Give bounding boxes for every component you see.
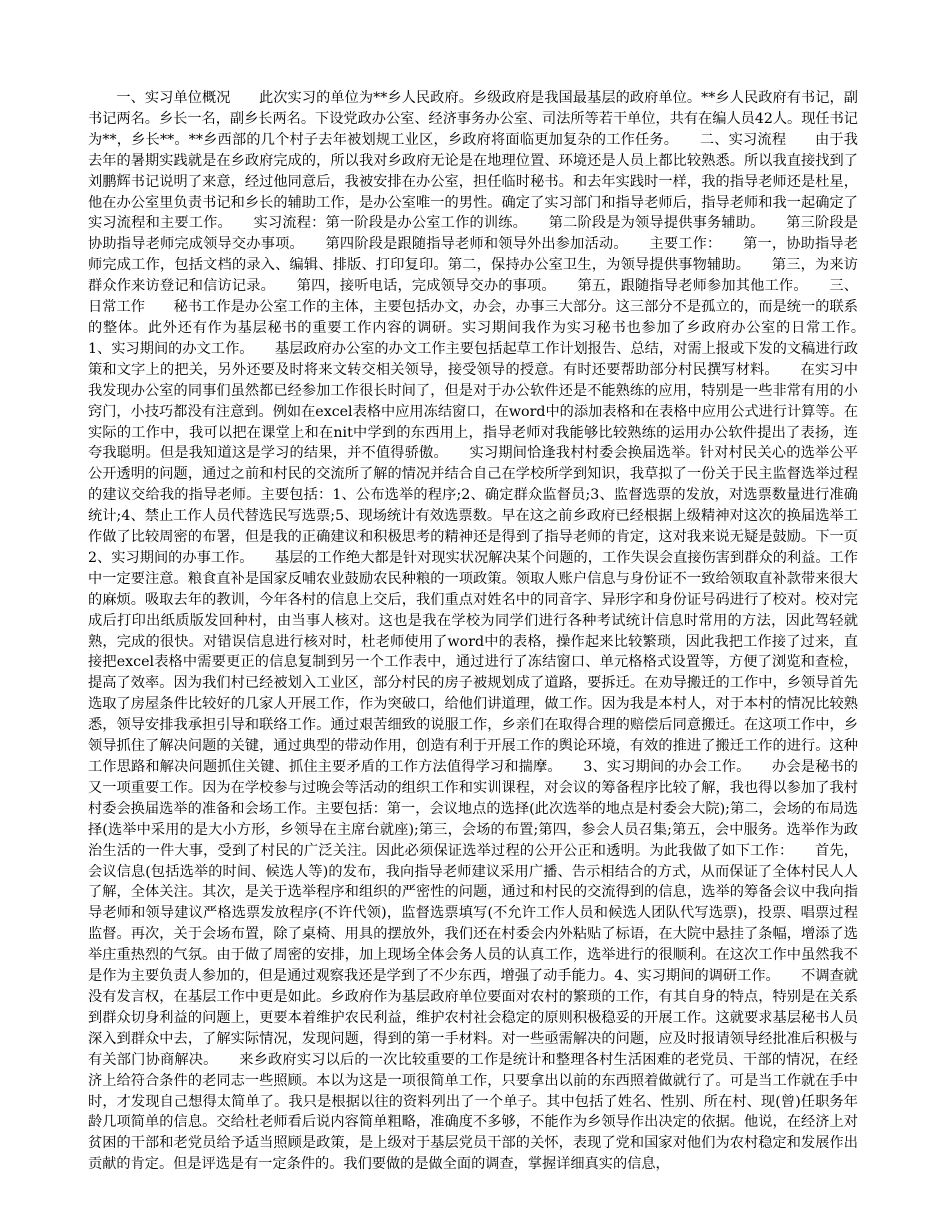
section-process: 二、实习流程 由于我去年的暑期实践就是在乡政府完成的，所以我对乡政府无论是在地理位置、环境还是人员上都比较熟悉。所以我直接找到了刘鹏辉书记说明了来意，经过他同意后，我被安排在办公室，担任临时秘书。和去年实践时一样，我的指导老师还是杜星，他在办公室里负责书记和乡长的辅助工作，是办公室唯一的男性。确定了实习部门和指导老师后，指导老师和我一起确定了实习流程和主要工作。 xyxy=(88,131,858,232)
body-paragraph xyxy=(88,88,887,1175)
section-daily-work-documents: 三、日常工作 秘书工作是办公室工作的主体，主要包括办文，办会，办事三大部分。这三部分不是孤立的，而是统一的联系的整体。此外还有作为基层秘书的重要工作内容的调研。实习期间我作为实习秘书也参加了乡政府办公室的日常工作。 1、实习期间的办文工作。 基层政府办公室的办文工作主要包括起草工作计划报告、总结，对需上报或下发的文稿进行政策和文字上的把关，另外还要及时将来文转交相关领导，接受领导的授意。有时还要帮助部分村民撰写材料。 在实习中我发现办公室的同事们虽然都已经参加工作很长时间了，但是对于办公软件还是不能熟练的应用，特别是一些非常有用的小窍门，小技巧都没有注意到。例如在excel表格中应用冻结窗口，在word中的添加表格和在表格中应用公式进行计算等。在实际的工作中，我可以把在课堂上和在nit中学到的东西用上，指导老师对我能够比较熟练的运用办公软件提出了表扬，连夸我聪明。但是我知道这是学习的结果，并不值得骄傲。 实习期间恰逢我村村委会换届选举。针对村民关心的选举公平公开透明的问题，通过之前和村民的交流所了解的情况并结合自己在学校所学到知识，我草拟了一份关于民主监督选举过程的建议交给我的指导老师。主要包括：1、公布选举的程序;2、确定群众监督员;3、监督选票的发放，对选票数量进行准确统计;4、禁止工作人员代替选民写选票;5、现场统计有效选票数。早在这之前乡政府已经根据上级精神对这次的换届选举工作做了比较周密的布署，但是我的正确建议和积极思考的精神还是得到了指导老师的肯定，这对我来说无疑是鼓励。下一页 xyxy=(88,278,887,546)
section-flow: 实习流程：第一阶段是办公室工作的训练。 第二阶段是为领导提供事务辅助。 第三阶段是协助指导老师完成领导交办事项。 第四阶段是跟随指导老师和领导外出参加活动。 xyxy=(88,215,858,253)
section-daily-work-meetings: 3、实习期间的办会工作。 办会是秘书的又一项重要工作。因为在学校参与过晚会等活动的组织工作和实训课程，对会议的筹备程序比较了解，我也得以参加了我村村委会换届选举的准备和会场工作。主要包括：第一，会议地点的选择(此次选举的地点是村委会大院);第二，会场的布局选择(选举中采用的是大小方形，乡领导在主席台就座);第三，会场的布置;第四，参会人员召集;第五，会中服务。选举作为政治生活的一件大事，受到了村民的广泛关注。因此必须保证选举过程的公开公正和透明。为此我做了如下工作： 首先，会议信息(包括选举的时间、候选人等)的发布，我向指导老师建议采用广播、告示相结合的方式，从而保证了全体村民人人了解，全体关注。其次，是关于选举程序和组织的严密性的问题，通过和村民的交流得到的信息，选举的筹备会议中我向指导老师和领导建议严格选票发放程序(不许代领)，监督选票填写(不允许工作人员和候选人团队代写选票)，投票、唱票过程监督。再次，关于会场布置，除了桌椅、用具的摆放外，我们还在村委会内外粘贴了标语，在大院中悬挂了条幅，增添了选举庄重热烈的气氛。由于做了周密的安排，加上现场全体会务人员的认真工作，选举进行的很顺利。在这次工作中虽然我不是作为主要负责人参加的，但是通过观察我还是学到了不少东西，增强了动手能力。 xyxy=(88,759,858,985)
section-daily-work-research: 4、实习期间的调研工作。 不调查就没有发言权，在基层工作中更是如此。乡政府作为基层政府单位要面对农村的繁琐的工作，有其自身的特点，特别是在关系到群众切身利益的问题上，更要本着维护农民利益，维护农村社会稳定的原则积极稳妥的开展工作。这就要求基层秘书人员深入到群众中去，了解实际情况，发现问题，得到的第一手材料。对一些亟需解决的问题，应及时报请领导经批准后积极与有关部门协商解决。 来乡政府实习以后的一次比较重要的工作是统计和整理各村生活困难的老党员、干部的情况，在经济上给符合条件的老同志一些照顾。本以为这是一项很简单工作，只要拿出以前的东西照着做就行了。可是当工作就在手中时，才发现自己想得太简单了。我只是根据以往的资料列出了一个单子。其中包括了姓名、性别、所在村、现(曾)任职务年龄几项简单的信息。交给杜老师看后说内容简单粗略，准确度不多够，不能作为乡领导作出决定的依据。他说，在经济上对贫困的干部和老党员给予适当照顾是政策，是上级对于基层党员干部的关怀，表现了党和国家对他们为农村稳定和发展作出贡献的肯定。但是评选是有一定条件的。我们要做的是做全面的调查，掌握详细真实的信息， xyxy=(88,968,858,1173)
section-duties: 主要工作： 第一，协助指导老师完成工作，包括文档的录入、编辑、排版、打印复印。第二，保持办公室卫生，为领导提供事物辅助。 第三，为来访群众作来访登记和信访记录。 第四，接听电话，完成领导交办的事项。 第五，跟随指导老师参加其他工作。 xyxy=(88,236,858,295)
section-intro: 一、实习单位概况 此次实习的单位为**乡人民政府。乡级政府是我国最基层的政府单位。**乡人民政府有书记，副书记两名。乡长一名，副乡长两名。下设党政办公室、经济事务办公室、司法所等若干单位，共有在编人员42人。现任书记为**，乡长**。**乡西部的几个村子去年被划规工业区，乡政府将面临更加复杂的工作任务。 xyxy=(88,90,858,148)
document-page xyxy=(88,88,887,1218)
section-daily-work-affairs: 2、实习期间的办事工作。 基层的工作绝大都是针对现实状况解决某个问题的，工作失误会直接伤害到群众的利益。工作中一定要注意。粮食直补是国家反哺农业鼓励农民种粮的一项政策。领取人账户信息与身份证不一致给领取直补款带来很大的麻烦。吸取去年的教训，今年各村的信息上交后，我们重点对姓名中的同音字、异形字和身份证号码进行了校对。校对完成后打印出纸质版发回种村，由当事人核对。这也是我在学校为同学们进行各种考试统计信息时常用的方法，因此驾轻就熟，完成的很快。对错误信息进行核对时，杜老师使用了word中的表格，操作起来比较繁琐，因此我把工作接了过来，直接把excel表格中需要更正的信息复制到另一个工作表中，通过进行了冻结窗口、单元格格式设置等，方便了浏览和查检，提高了效率。因为我们村已经被划入工业区，部分村民的房子被规划成了道路，要拆迁。在劝导搬迁的工作中，乡领导首先选取了房屋条件比较好的几家人开展工作，作为突破口，给他们讲道理，做工作。因为我是本村人，对于本村的情况比较熟悉，领导安排我承担引导和联络工作。通过艰苦细致的说服工作，乡亲们在取得合理的赔偿后同意搬迁。在这项工作中，乡领导抓住了解决问题的关键，通过典型的带动作用，创造有利于开展工作的舆论环境，有效的推进了搬迁工作的进行。这种工作思路和解决问题抓住关键、抓住主要矛盾的工作方法值得学习和揣摩。 xyxy=(88,549,858,775)
